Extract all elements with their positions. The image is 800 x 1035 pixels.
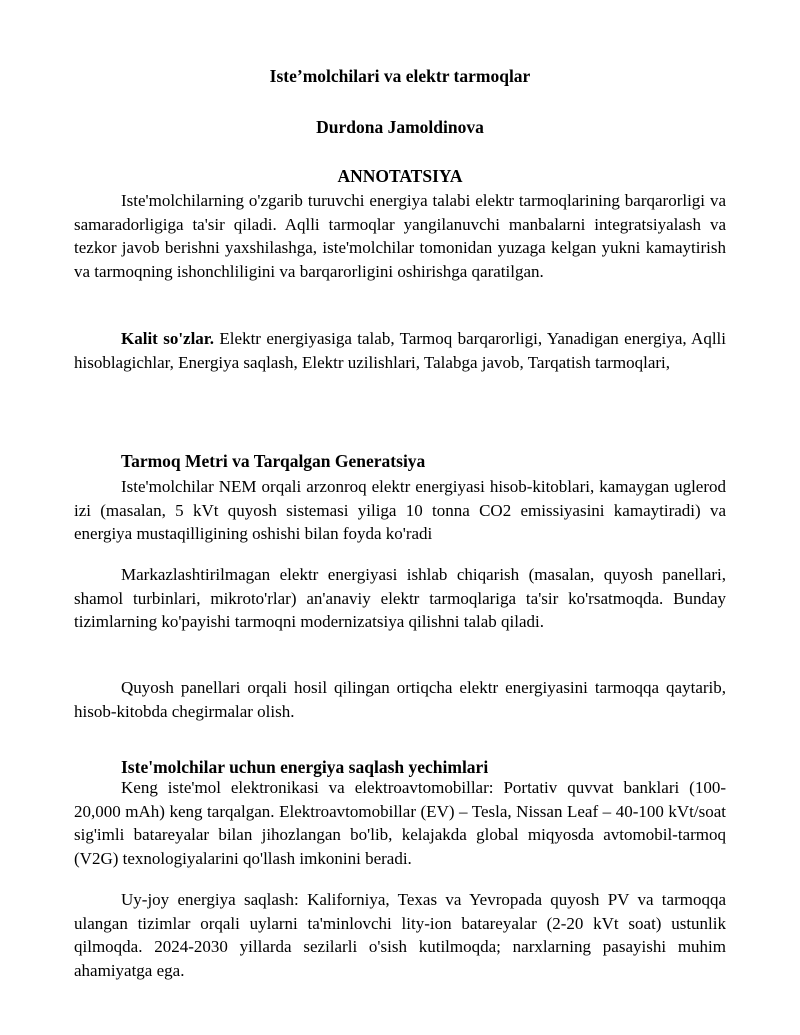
section-heading: Iste'molchilar uchun energiya saqlash yechimlari bbox=[121, 757, 489, 777]
section-paragraph: Uy-joy energiya saqlash: Kaliforniya, Texas va Yevropada quyosh PV va tarmoqqa ulangan tizimlar orqali uylarni ta'minlovchi lity-ion batareyalar (2-20 kVt soat) ustunlik qilmoqda. 2024-2030 yillarda sezilarli o'sish kutilmoqda; narxlarning pasayishi muhim ahamiyatga ega. bbox=[74, 890, 726, 981]
section-paragraph: Iste'molchilar NEM orqali arzonroq elektr energiyasi hisob-kitoblari, kamaygan uglerod izi (masalan, 5 kVt quyosh sistemasi yiliga 10 tonna CO2 emissiyasini kamaytiradi) va energiya mustaqilligining oshishi bilan foyda ko'radi bbox=[74, 477, 726, 544]
section-paragraph: Keng iste'mol elektronikasi va elektroavtomobillar: Portativ quvvat banklari (100-20,000 mAh) keng tarqalgan. Elektroavtomobillar (EV) – Tesla, Nissan Leaf – 40-100 kVt/soat sig'imli batareyalar bilan jihozlangan bo'lib, kelajakda global miqyosda avtomobil-tarmoq (V2G) texnologiyalarini qo'llash imkonini beradi. bbox=[74, 778, 726, 869]
section-paragraph: Markazlashtirilmagan elektr energiyasi ishlab chiqarish (masalan, quyosh panellari, shamol turbinlari, mikroto'rlar) an'anaviy elektr tarmoqlariga ta'sir ko'rsatmoqda. Bunday tizimlarning ko'payishi tarmoqni modernizatsiya qilishni talab qiladi. bbox=[74, 565, 726, 632]
keywords-paragraph bbox=[74, 327, 726, 374]
section-paragraph: Quyosh panellari orqali hosil qilingan ortiqcha elektr energiyasini tarmoqqa qaytarib, hisob-kitobda chegirmalar olish. bbox=[74, 678, 726, 721]
annotation-heading: ANNOTATSIYA bbox=[337, 166, 463, 186]
author-name: Durdona Jamoldinova bbox=[316, 117, 484, 137]
annotation-paragraph: Iste'molchilarning o'zgarib turuvchi energiya talabi elektr tarmoqlarining barqarorligi va samaradorligiga ta'sir qiladi. Aqlli tarmoqlar yangilanuvchi manbalarni integratsiyalash va tezkor javob berishni yaxshilashga, iste'molchilar tomonidan yuzaga kelgan yukni kamaytirish va tarmoqning ishonchliligini va barqarorligini oshirishga qaratilgan. bbox=[74, 191, 726, 282]
section-heading: Tarmoq Metri va Tarqalgan Generatsiya bbox=[121, 451, 426, 471]
document-title: Iste’molchilari va elektr tarmoqlar bbox=[269, 66, 531, 86]
keywords-text: Elektr energiyasiga talab, Tarmoq barqarorligi, Yanadigan energiya, Aqlli hisoblagichlar, Energiya saqlash, Elektr uzilishlari, Talabga javob, Tarqatish tarmoqlari, bbox=[74, 329, 726, 372]
keywords-label: Kalit so'zlar. bbox=[121, 329, 215, 348]
